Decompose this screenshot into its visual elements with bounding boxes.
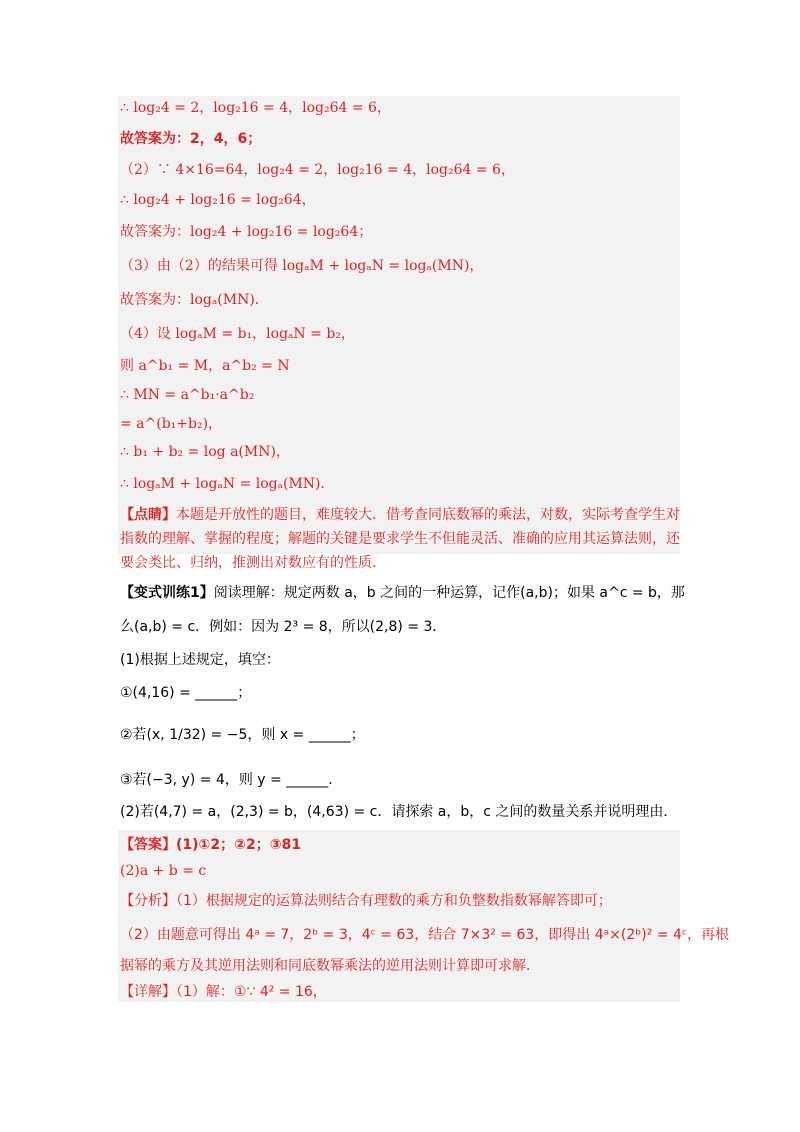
solution-line-6: （3）由（2）的结果可得 logₐM + logₐN = logₐ(MN)， xyxy=(120,258,484,274)
question-1: (1)根据上述规定，填空： xyxy=(120,652,280,668)
solution-line-8: （4）设 logₐM = b₁，logₐN = b₂， xyxy=(120,326,355,342)
comment-paragraph xyxy=(120,503,680,575)
answer-block xyxy=(118,830,680,1002)
answer-line-2: (2)a + b = c xyxy=(120,863,207,879)
question-2: (2)若(4,7) = a，(2,3) = b，(4,63) = c．请探索 a，b，c 之间的数量关系并说明理由． xyxy=(120,804,678,820)
solution-line-3: （2）∵ 4×16=64，log₂4 = 2，log₂16 = 4，log₂64 = 6， xyxy=(120,162,515,178)
analysis-line-2: （2）由题意可得出 4ᵃ = 7，2ᵇ = 3，4ᶜ = 63，结合 7×3² = 63，即得出 4ᵃ×(2ᵇ)² = 4ᶜ，再根 xyxy=(120,927,730,943)
solution-line-9: 则 a^b₁ = M，a^b₂ = N xyxy=(120,358,290,374)
solution-line-1: ∴ log₂4 = 2，log₂16 = 4，log₂64 = 6， xyxy=(120,100,391,116)
exercise-intro-1 xyxy=(120,583,685,603)
question-1b: ②若(x, 1/32) = −5，则 x = ______； xyxy=(120,727,365,743)
question-1c: ③若(−3, y) = 4，则 y = ______． xyxy=(120,772,343,788)
exercise-tag: 【变式训练1】 xyxy=(120,585,214,601)
solution-line-11: = a^(b₁+b₂)， xyxy=(120,416,223,432)
solution-line-10: ∴ MN = a^b₁·a^b₂ xyxy=(120,387,255,403)
analysis-line-3: 据幂的乘方及其逆用法则和同底数幂乘法的逆用法则计算即可求解． xyxy=(120,958,540,974)
solution-line-4: ∴ log₂4 + log₂16 = log₂64， xyxy=(120,192,316,208)
question-1a: ①(4,16) = ______； xyxy=(120,685,252,701)
solution-line-13: ∴ logₐM + logₐN = logₐ(MN)． xyxy=(120,476,335,492)
comment-tag: 【点睛】 xyxy=(120,507,176,523)
solution-line-7: 故答案为：logₐ(MN)． xyxy=(120,292,269,308)
comment-text: 本题是开放性的题目，难度较大．借考查同底数幂的乘法，对数，实际考查学生对指数的理解、掌握的程度；解题的关键是要求学生不但能灵活、准确的应用其运算法则，还要会类比、归纳，推测出对数应有的性质． xyxy=(120,507,680,571)
solution-line-2: 故答案为：2，4，6； xyxy=(120,131,262,147)
answer-line-1: 【答案】(1)①2；②2；③81 xyxy=(120,837,302,853)
exercise-intro-text-1: 阅读理解：规定两数 a，b 之间的一种运算，记作(a,b)；如果 a^c = b，那 xyxy=(213,585,685,601)
solution-line-5: 故答案为：log₂4 + log₂16 = log₂64； xyxy=(120,224,373,240)
analysis-line-1: 【分析】（1）根据规定的运算法则结合有理数的乘方和负整数指数幂解答即可； xyxy=(120,893,612,909)
solution-line-12: ∴ b₁ + b₂ = log a(MN)， xyxy=(120,444,290,460)
exercise-intro-2: 么(a,b) = c．例如：因为 2³ = 8，所以(2,8) = 3． xyxy=(120,619,447,635)
detail-line-1: 【详解】（1）解：①∵ 4² = 16， xyxy=(120,984,327,1000)
